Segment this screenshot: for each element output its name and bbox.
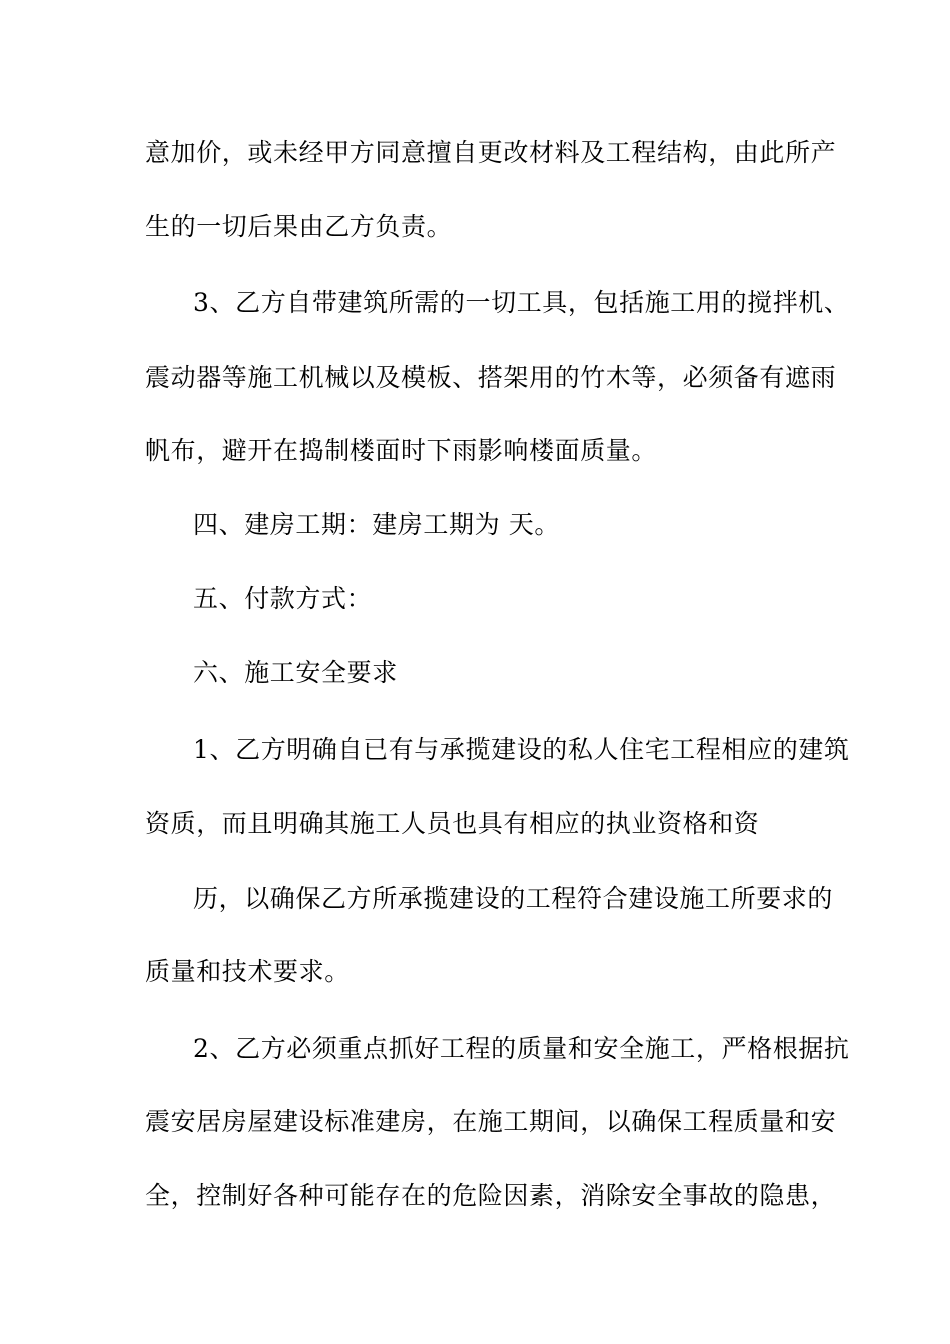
text-line: 历，以确保乙方所承揽建设的工程符合建设施工所要求的: [193, 884, 834, 913]
section-heading-safety: 六、施工安全要求: [193, 658, 398, 687]
paragraph-start: 1、乙方明确自已有与承揽建设的私人住宅工程相应的建筑: [193, 735, 850, 764]
text-line: 全，控制好各种可能存在的危险因素，消除安全事故的隐患，: [145, 1181, 837, 1210]
section-heading-payment: 五、付款方式：: [193, 584, 373, 613]
text-line: 帆布，避开在捣制楼面时下雨影响楼面质量。: [145, 436, 658, 465]
text-line: 震动器等施工机械以及模板、搭架用的竹木等，必须备有遮雨: [145, 363, 837, 392]
text-line: 震安居房屋建设标准建房，在施工期间，以确保工程质量和安: [145, 1107, 837, 1136]
text-line: 生的一切后果由乙方负责。: [145, 212, 453, 241]
text-line: 意加价，或未经甲方同意擅自更改材料及工程结构，由此所产: [145, 138, 837, 167]
section-heading-construction-period: 四、建房工期：建房工期为 天。: [193, 510, 560, 539]
text-line: 质量和技术要求。: [145, 957, 350, 986]
paragraph-start: 2、乙方必须重点抓好工程的质量和安全施工，严格根据抗: [193, 1034, 850, 1063]
paragraph-start: 3、乙方自带建筑所需的一切工具，包括施工用的搅拌机、: [193, 288, 850, 317]
text-line: 资质，而且明确其施工人员也具有相应的执业资格和资: [145, 809, 760, 838]
